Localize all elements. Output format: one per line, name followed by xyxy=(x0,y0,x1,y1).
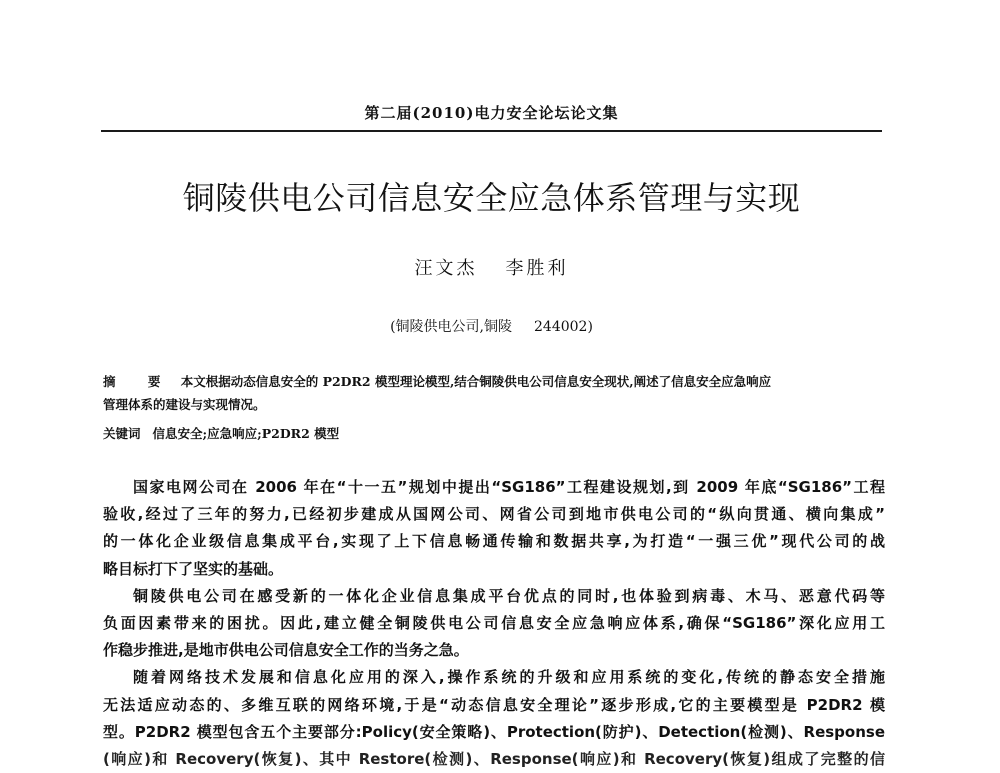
header-rule xyxy=(101,130,882,132)
affiliation xyxy=(101,317,882,337)
text-line: 铜陵供电公司在感受新的一体化企业信息集成平台优点的同时,也体验到病毒、木马、恶意代码等 xyxy=(133,586,885,605)
text-line: 作稳步推进,是地市供电公司信息安全工作的当务之急。 xyxy=(103,641,469,660)
body-text xyxy=(103,474,885,773)
text-line: 负面因素带来的困扰。因此,建立健全铜陵供电公司信息安全应急响应体系,确保“SG186”深化应用工 xyxy=(103,614,885,633)
affiliation-postcode: 244002) xyxy=(534,319,593,335)
keywords-label: 关键词 xyxy=(103,426,141,441)
paper-title: 铜陵供电公司信息安全应急体系管理与实现 xyxy=(182,179,801,217)
keywords-text: 信息安全;应急响应;P2DR2 模型 xyxy=(152,426,340,441)
author-name: 李胜利 xyxy=(505,258,569,279)
text-line: 验收,经过了三年的努力,已经初步建成从国网公司、网省公司到地市供电公司的“纵向贯通、横向集成” xyxy=(103,505,885,524)
running-header: 第二届(2010)电力安全论坛论文集 xyxy=(364,104,619,122)
paragraph xyxy=(103,583,885,665)
text-line-clipped: (响应)和 Recovery(恢复)、其中 Restore(检测)、Response(响应)和 Recovery(恢复)组成了完整的信 xyxy=(103,750,885,769)
text-line: 无法适应动态的、多维互联的网络环境,于是“动态信息安全理论”逐步形成,它的主要模型是 P2DR2 模 xyxy=(103,695,885,714)
abstract xyxy=(103,370,885,416)
author-list xyxy=(101,256,882,282)
abstract-label: 摘 要 xyxy=(103,374,175,389)
author-name: 汪文杰 xyxy=(414,258,478,279)
keywords xyxy=(103,422,885,445)
text-line: 的一体化企业级信息集成平台,实现了上下信息畅通传输和数据共享,为打造“一强三优”现代公司的战 xyxy=(103,532,885,551)
text-line: 国家电网公司在 2006 年在“十一五”规划中提出“SG186”工程建设规划,到 2009 年底“SG186”工程 xyxy=(133,478,885,496)
abstract-text: 本文根据动态信息安全的 P2DR2 模型理论模型,结合铜陵供电公司信息安全现状,阐述了信息安全应急响应 xyxy=(180,374,772,389)
text-line: 略目标打下了坚实的基础。 xyxy=(103,559,284,578)
text-line: 型。P2DR2 模型包含五个主要部分:Policy(安全策略)、Protection(防护)、Detection(检测)、Response xyxy=(103,722,885,741)
abstract-text-cont: 管理体系的建设与实现情况。 xyxy=(103,397,266,412)
affiliation-org: (铜陵供电公司,铜陵 xyxy=(390,319,512,335)
paragraph xyxy=(103,474,885,583)
text-line: 随着网络技术发展和信息化应用的深入,操作系统的升级和应用系统的变化,传统的静态安全措施 xyxy=(133,668,885,687)
paragraph xyxy=(103,664,885,773)
